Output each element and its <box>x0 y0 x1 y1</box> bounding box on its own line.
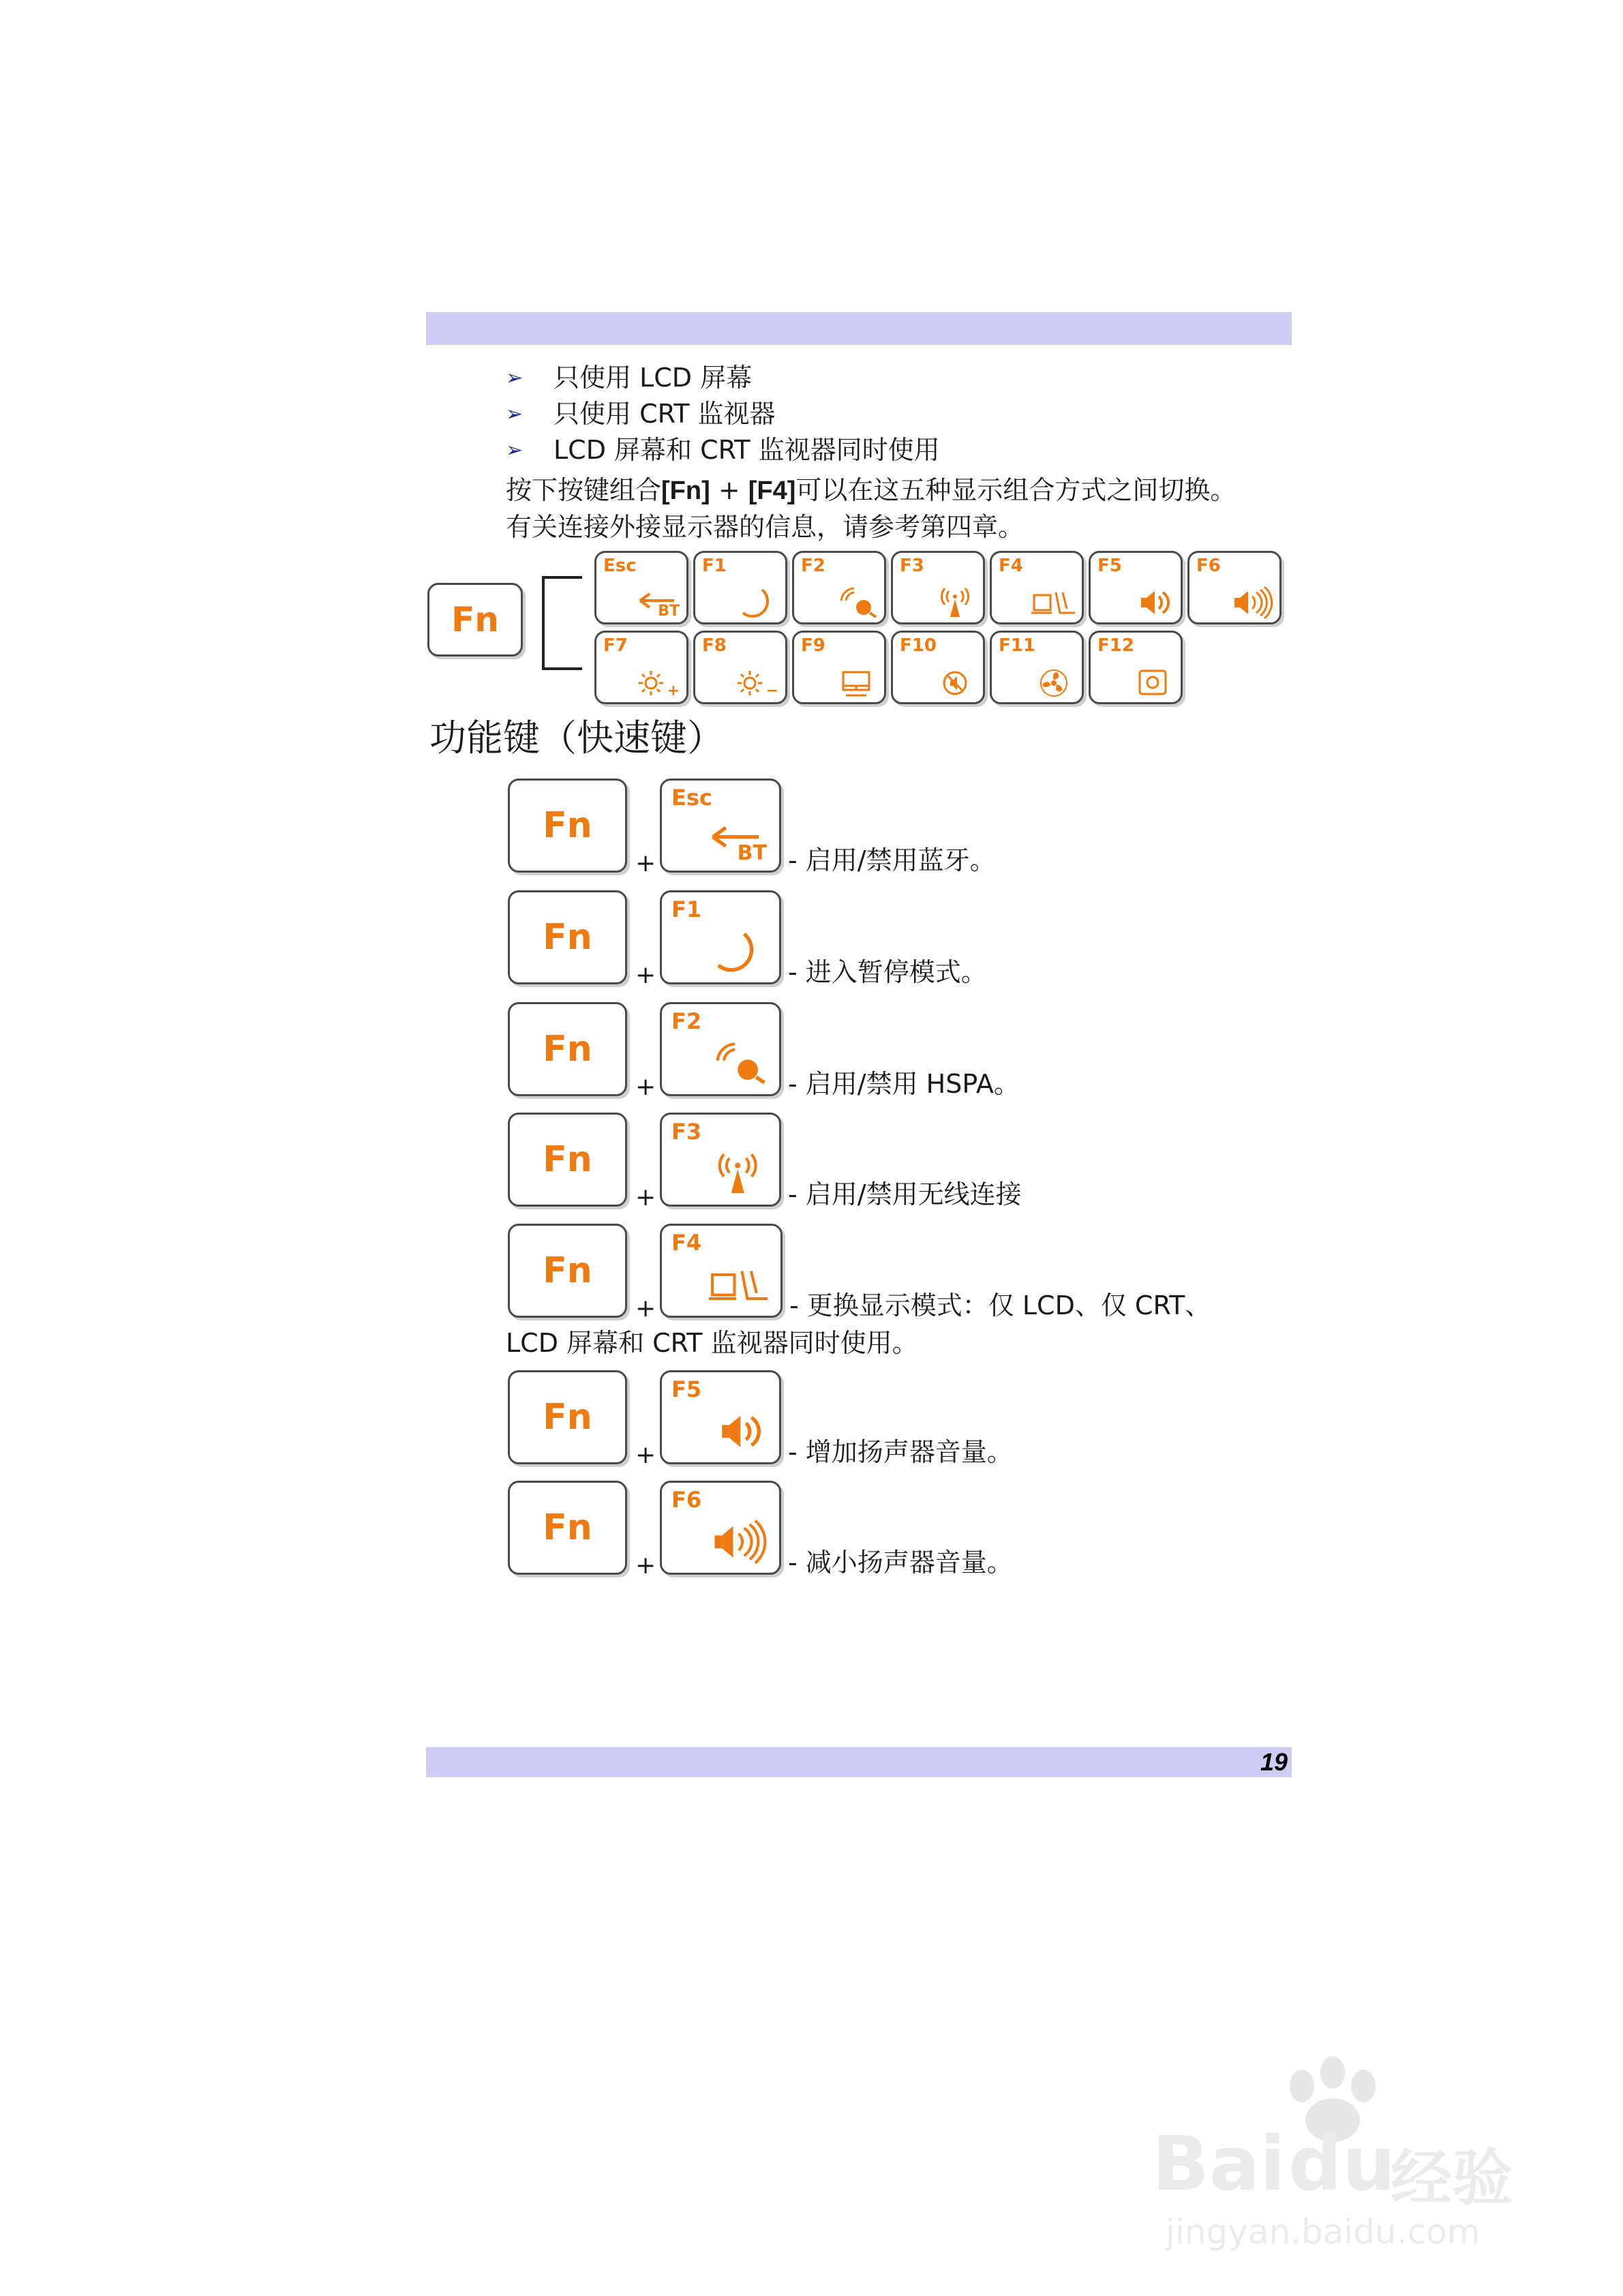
function-key-f11 <box>990 631 1084 704</box>
hotkey-description: - 进入暂停模式。 <box>788 957 987 987</box>
key-label: F1 <box>702 556 727 576</box>
list-item: ➢ 只使用 LCD 屏幕 <box>506 360 940 396</box>
key-label: Esc <box>671 785 712 811</box>
function-key-f8 <box>693 631 787 704</box>
function-key-f2 <box>792 551 886 624</box>
paragraph-reference: 有关连接外接显示器的信息，请参考第四章。 <box>506 512 1025 542</box>
key-label: Fn <box>543 1507 592 1548</box>
function-key-esc <box>660 779 781 873</box>
key-label: F3 <box>900 556 924 576</box>
function-key-f4 <box>660 1224 783 1318</box>
plus-sign: + <box>635 1073 656 1101</box>
page-number: 19 <box>1260 1748 1288 1776</box>
key-label: F4 <box>671 1230 702 1256</box>
key-label: F5 <box>1097 556 1122 576</box>
key-label: F6 <box>1196 556 1221 576</box>
key-label: Fn <box>543 1397 592 1438</box>
plus-sign: + <box>635 1295 656 1323</box>
hotkey-description: - 更换显示模式：仅 LCD、仅 CRT、 <box>789 1290 1211 1320</box>
hotkey-description: - 启用/禁用 HSPA。 <box>788 1069 1020 1099</box>
key-label: F2 <box>801 556 825 576</box>
function-key-f4 <box>990 551 1084 624</box>
key-label: F6 <box>671 1487 702 1513</box>
function-key-f5 <box>660 1370 781 1464</box>
list-item: ➢ LCD 屏幕和 CRT 监视器同时使用 <box>506 432 940 468</box>
arrow-bullet-icon: ➢ <box>506 366 524 390</box>
plus-sign: + <box>635 1552 656 1580</box>
icon-text: BT <box>737 841 767 865</box>
fn-key <box>508 1113 627 1207</box>
hotkey-description-continued: LCD 屏幕和 CRT 监视器同时使用。 <box>506 1328 918 1358</box>
key-label: F8 <box>702 635 727 656</box>
plus-sign: + <box>635 849 656 877</box>
function-key-f2 <box>660 1002 781 1096</box>
function-key-f6 <box>660 1481 781 1575</box>
hotkey-description: - 启用/禁用无线连接 <box>788 1179 1022 1209</box>
key-label: F12 <box>1097 635 1134 656</box>
key-label: Fn <box>543 1139 592 1180</box>
function-key-f12 <box>1089 631 1183 704</box>
bracket <box>542 576 582 670</box>
key-label: F1 <box>671 896 702 922</box>
key-label: F7 <box>603 635 628 656</box>
function-key-f3 <box>891 551 985 624</box>
fn-key <box>508 890 627 984</box>
fn-key <box>508 1224 627 1318</box>
fn-key: Fn <box>427 583 523 656</box>
function-key-f1 <box>693 551 787 624</box>
plus-sign: + <box>635 961 656 989</box>
key-label: Fn <box>543 917 592 958</box>
key-label: Fn <box>543 805 592 846</box>
function-key-f10 <box>891 631 985 704</box>
icon-text: + <box>667 682 680 699</box>
hotkey-description: - 增加扬声器音量。 <box>788 1437 1013 1467</box>
key-label: F4 <box>999 556 1023 576</box>
key-label: F10 <box>900 635 937 656</box>
display-mode-list <box>506 360 940 468</box>
key-label: F11 <box>999 635 1035 656</box>
key-label: Esc <box>603 556 637 576</box>
function-key-f6 <box>1187 551 1281 624</box>
baidu-watermark: Bai du 经验 jingyan.baidu.com <box>1152 2052 1541 2256</box>
function-key-esc <box>594 551 688 624</box>
fn-key <box>508 1481 627 1575</box>
fn-key <box>508 779 627 873</box>
arrow-bullet-icon: ➢ <box>506 402 524 426</box>
header-band <box>426 312 1292 345</box>
section-title: 功能键（快速键） <box>429 716 724 759</box>
key-label: Fn <box>543 1029 592 1070</box>
hotkey-description: - 减小扬声器音量。 <box>788 1547 1013 1577</box>
fn-key <box>508 1002 627 1096</box>
function-key-f7 <box>594 631 688 704</box>
key-label: Fn <box>543 1250 592 1291</box>
plus-sign: + <box>635 1441 656 1469</box>
list-item: ➢ 只使用 CRT 监视器 <box>506 396 940 432</box>
plus-sign: + <box>635 1183 656 1211</box>
function-key-f1 <box>660 890 781 984</box>
fn-key <box>508 1370 627 1464</box>
hotkey-description: - 启用/禁用蓝牙。 <box>788 845 996 875</box>
key-label: F9 <box>801 635 825 656</box>
paragraph-switch: 按下按键组合[Fn] + [F4]可以在这五种显示组合方式之间切换。 <box>506 475 1237 505</box>
function-key-f5 <box>1089 551 1183 624</box>
footer-band <box>426 1747 1292 1777</box>
key-label: F5 <box>671 1376 702 1402</box>
key-label: F2 <box>671 1008 702 1034</box>
arrow-bullet-icon: ➢ <box>506 438 524 462</box>
icon-text: BT <box>658 603 680 620</box>
icon-text: − <box>765 682 778 699</box>
function-key-f3 <box>660 1113 781 1207</box>
function-key-f9 <box>792 631 886 704</box>
key-label: F3 <box>671 1119 702 1145</box>
